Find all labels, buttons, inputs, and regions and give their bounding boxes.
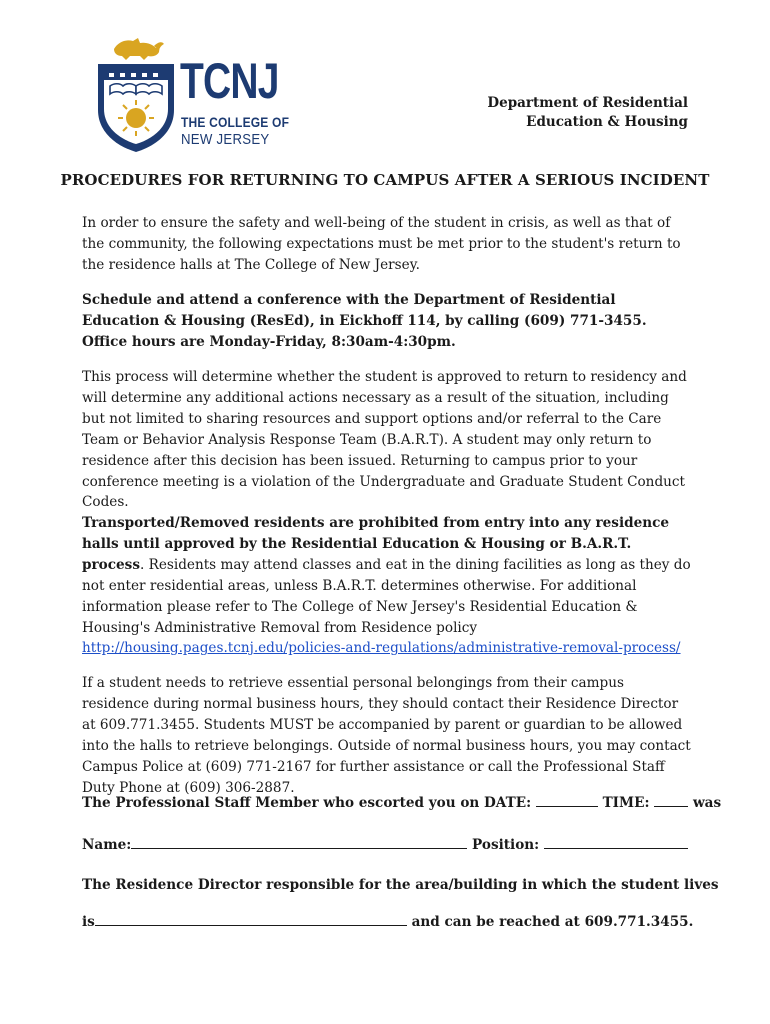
residence-director-blank[interactable]	[95, 913, 407, 926]
residence-director-name-line	[82, 913, 693, 930]
belongings-paragraph: If a student needs to retrieve essential personal belongings from their campus residence during normal business hours, they should contact their Residence Director at 609.771.3455. Students MUST be accompanied by parent or guardian to be allowed into the halls to retrieve belongings. Outside of normal business hours, you may contact Campus Police at (609) 771-2167 for further assistance or call the Professional Staff Duty Phone at (609) 306-2887.	[82, 675, 691, 796]
page-title: PROCEDURES FOR RETURNING TO CAMPUS AFTER A SERIOUS INCIDENT	[60, 171, 710, 189]
name-position-line	[82, 836, 688, 853]
logo-subtitle-line2: NEW JERSEY	[181, 131, 270, 148]
escort-date-label: The Professional Staff Member who escorted you on DATE:	[82, 795, 532, 811]
escort-time-blank[interactable]	[654, 794, 688, 807]
department-heading	[487, 94, 688, 132]
process-paragraph: This process will determine whether the student is approved to return to residency and will determine any additional actions necessary as a result of the situation, including but not limited to sharing resources and support options and/or referral to the Care Team or Behavior Analysis Response Team (B.A.R.T). A student may only return to residence after this decision has been issued. Returning to campus prior to your conference meeting is a violation of the Undergraduate and Graduate Student Conduct Codes.	[82, 369, 687, 511]
transported-details: . Residents may attend classes and eat in the dining facilities as long as they do not enter residential areas, unless B.A.R.T. determines otherwise. For additional information please refer to The College of New Jersey's Residential Education & Housing's Administrative Removal from Residence policy	[82, 556, 691, 636]
residence-director-line: The Residence Director responsible for the area/building in which the student lives	[82, 877, 719, 893]
transported-paragraph	[82, 513, 692, 659]
administrative-removal-policy-link[interactable]: http://housing.pages.tcnj.edu/policies-and-regulations/administrative-removal-process/	[82, 640, 681, 657]
reach-text: and can be reached at 609.771.3455.	[411, 914, 694, 930]
logo-wordmark: TCNJ	[180, 53, 279, 109]
position-label: Position:	[472, 837, 540, 853]
escort-suffix: was	[692, 795, 722, 811]
schedule-paragraph	[82, 290, 692, 353]
department-line1: Department of Residential	[487, 95, 688, 111]
position-blank[interactable]	[544, 836, 688, 849]
escort-line	[82, 794, 721, 811]
transported-warning: Transported/Removed residents are prohibited from entry into any residence halls until approved by the Residential Education & Housing or B.A.R.T. process	[82, 515, 670, 573]
escort-time-label: TIME:	[602, 795, 650, 811]
name-label: Name:	[82, 837, 132, 853]
schedule-line: Schedule and attend a conference with the Department of Residential Education & Housing (ResEd), in Eickhoff 114, by calling (609) 771-3455.	[82, 292, 647, 329]
is-label: is	[82, 914, 95, 930]
department-line2: Education & Housing	[526, 114, 688, 130]
logo-subtitle-line1: THE COLLEGE OF	[181, 114, 290, 130]
intro-paragraph: In order to ensure the safety and well-being of the student in crisis, as well as that of the community, the following expectations must be met prior to the student's return to the residence halls at The College of New Jersey.	[82, 215, 681, 273]
office-hours-line: Office hours are Monday-Friday, 8:30am-4:30pm.	[82, 333, 456, 350]
escort-date-blank[interactable]	[536, 794, 598, 807]
name-blank[interactable]	[131, 836, 467, 849]
